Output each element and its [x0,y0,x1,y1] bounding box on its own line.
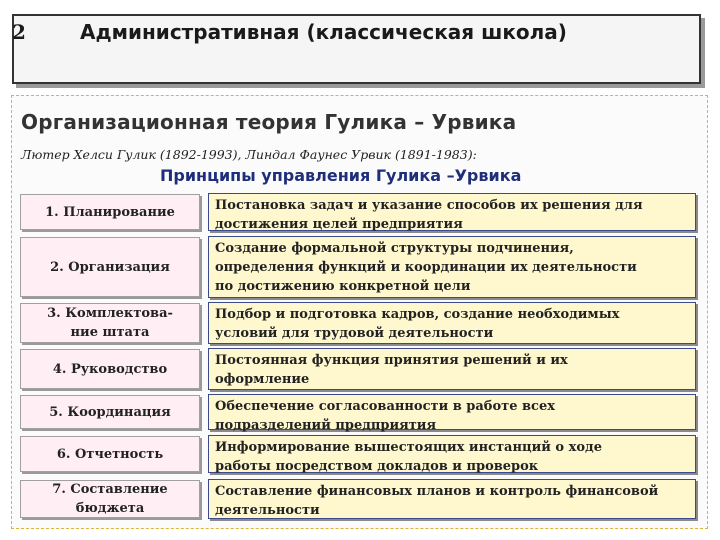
principle-reporting: 6. Отчетность [20,436,200,472]
principles-heading: Принципы управления Гулика –Урвика [160,166,522,185]
principle-coordinating: 5. Координация [20,395,200,429]
principle-organization: 2. Организация [20,237,200,297]
description-coordinating: Обеспечение согласованности в работе всех подразделений предприятия [208,394,696,430]
authors-line: Лютер Хелси Гулик (1892-1993), Линдал Фаунес Урвик (1891-1983): [21,147,477,162]
description-planning: Постановка задач и указание способов их решения для достижения целей предприятия [208,193,696,231]
description-directing: Постоянная функция принятия решений и их оформление [208,348,696,390]
principle-staffing: 3. Комплектова- ние штата [20,303,200,343]
slide-title: Административная (классическая школа) [80,20,567,44]
principle-budgeting: 7. Составление бюджета [20,480,200,518]
description-organization: Создание формальной структуры подчинения, определения функций и координации их деятельности по достижению конкретной цели [208,236,696,298]
description-reporting: Информирование вышестоящих инстанций о ходе работы посредством докладов и проверок [208,435,696,473]
principle-directing: 4. Руководство [20,349,200,389]
description-budgeting: Составление финансовых планов и контроль финансовой деятельности [208,479,696,519]
description-staffing: Подбор и подготовка кадров, создание необходимых условий для трудовой деятельности [208,302,696,344]
principle-planning: 1. Планирование [20,194,200,230]
slide-number: 2 [12,20,26,44]
theory-title: Организационная теория Гулика – Урвика [21,110,517,134]
